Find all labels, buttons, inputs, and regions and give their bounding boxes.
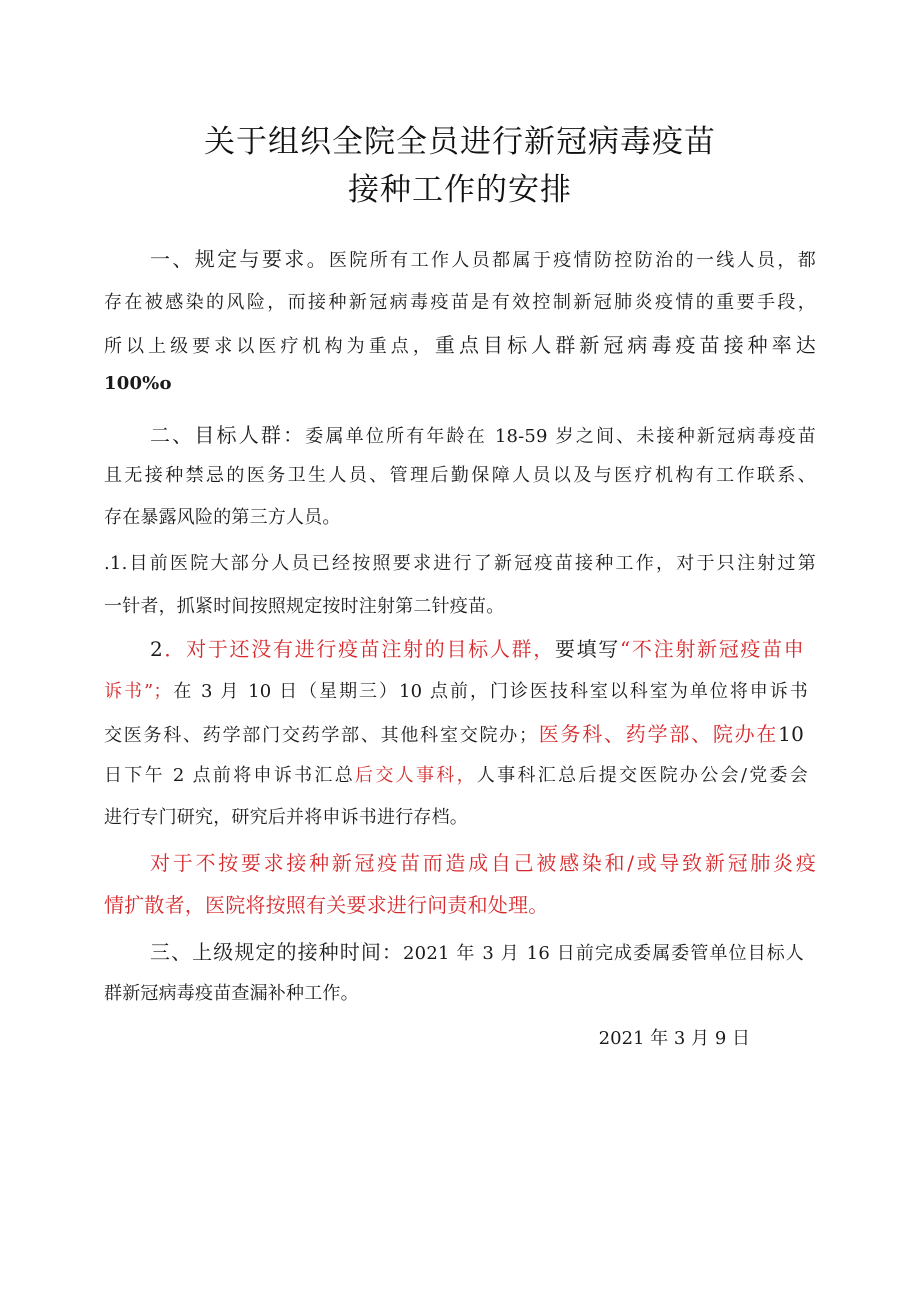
item-2-text-3b: 10 xyxy=(778,722,805,746)
item-2-line-3 xyxy=(104,718,804,747)
item-1-line-2: 一针者，抓紧时间按照规定按时注射第二针疫苗。 xyxy=(104,596,505,617)
section-1-text-b: 重点目标人群新冠病毒疫苗接种率达 xyxy=(434,333,817,357)
warning-line-1: 对于不按要求接种新冠疫苗而造成自己被感染和/或导致新冠肺炎疫 xyxy=(150,851,816,875)
item-2-line-2 xyxy=(104,677,808,703)
item-2-red-text-d: 医务科、药学部、院办在 xyxy=(537,722,779,746)
item-2-red-text-e: 后交人事科， xyxy=(355,765,477,786)
section-2-line-2: 且无接种禁忌的医务卫生人员、管理后勤保障人员以及与医疗机构有工作联系、 xyxy=(104,465,816,486)
item-2-text-2: 在 3 月 10 日（星期三）10 点前，门诊医技科室以科室为单位将申诉书 xyxy=(171,681,808,702)
item-1-line-1: .1.目前医院大部分人员已经按照要求进行了新冠疫苗接种工作，对于只注射过第 xyxy=(104,553,816,574)
document-date: 2021 年 3 月 9 日 xyxy=(598,1028,750,1049)
section-1-line-1 xyxy=(150,243,816,272)
section-3-heading: 三、上级规定的接种时间： xyxy=(150,940,404,964)
item-2-black-text: 要填写 xyxy=(554,637,621,661)
section-1-line-3 xyxy=(104,329,816,358)
section-3-line-2: 群新冠病毒疫苗查漏补种工作。 xyxy=(104,983,359,1004)
section-2-line-3: 存在暴露风险的第三方人员。 xyxy=(104,507,341,528)
section-3-text: 2021 年 3 月 16 日前完成委属委管单位目标人 xyxy=(403,943,804,964)
item-2-red-text-c: 诉书”； xyxy=(104,681,172,702)
section-1-line-2: 存在被感染的风险，而接种新冠病毒疫苗是有效控制新冠肺炎疫情的重要手段， xyxy=(104,292,816,313)
warning-line-2: 情扩散者，医院将按照有关要求进行问责和处理。 xyxy=(104,893,549,917)
document-title-line-2: 接种工作的安排 xyxy=(348,172,572,208)
item-2-number: 2 xyxy=(150,637,163,661)
item-2-text-3: 交医务科、药学部门交药学部、其他科室交院办； xyxy=(104,725,538,746)
section-1-line-4: 100%o xyxy=(104,373,172,394)
section-3-line-1 xyxy=(150,936,804,965)
item-2-red-text-b: “不注射新冠疫苗申 xyxy=(620,637,804,661)
item-2-line-5: 进行专门研究，研究后并将申诉书进行存档。 xyxy=(104,807,468,828)
section-1-heading: 一、规定与要求。 xyxy=(150,247,330,271)
section-2-line-1 xyxy=(150,419,816,448)
section-2-heading: 二、目标人群： xyxy=(150,423,306,447)
item-2-line-1 xyxy=(150,633,804,662)
document-title-line-1: 关于组织全院全员进行新冠病毒疫苗 xyxy=(204,124,716,160)
section-1-text: 医院所有工作人员都属于疫情防控防治的一线人员，都 xyxy=(329,250,816,271)
item-2-text-4b: 人事科汇总后提交医院办公会/党委会 xyxy=(476,765,808,786)
item-2-text-4: 日下午 2 点前将申诉书汇总 xyxy=(104,765,356,786)
item-2-red-text-a: ．对于还没有进行疫苗注射的目标人群， xyxy=(162,637,555,661)
section-1-text-a: 所以上级要求以医疗机构为重点， xyxy=(104,336,435,357)
item-2-line-4 xyxy=(104,761,808,787)
section-2-text: 委属单位所有年龄在 18-59 岁之间、未接种新冠病毒疫苗 xyxy=(305,426,816,447)
